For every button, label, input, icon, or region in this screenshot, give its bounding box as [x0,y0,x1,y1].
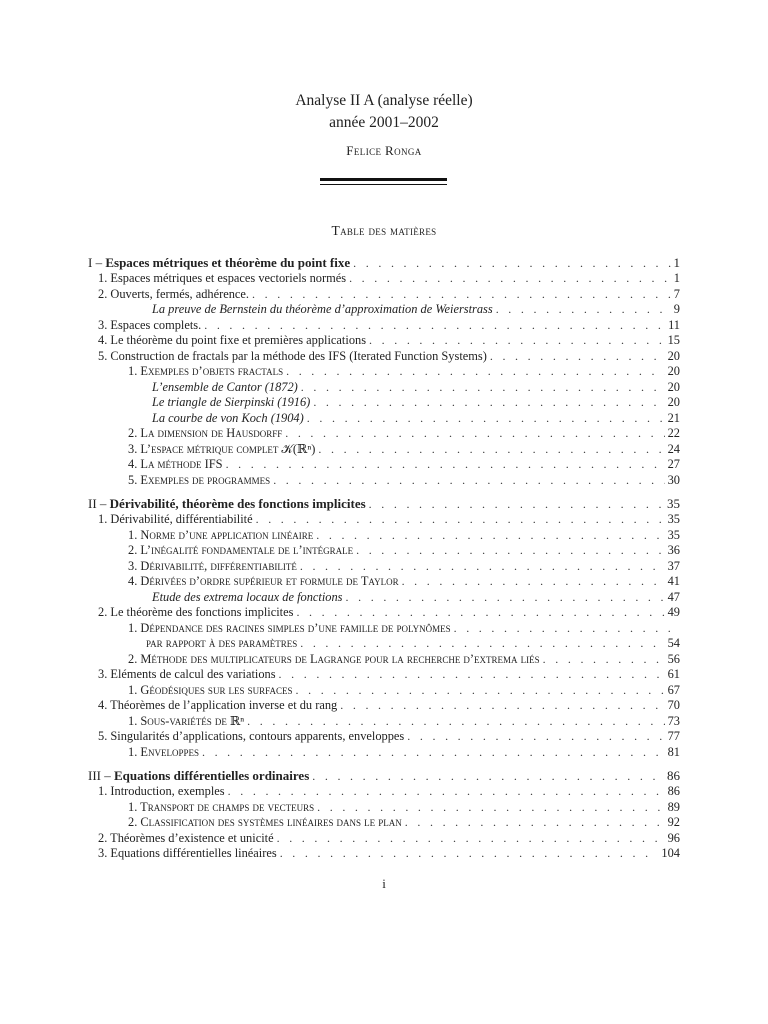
toc-page-number: 15 [667,333,680,347]
toc-leader-dots [490,349,665,365]
toc-page-number: 21 [667,410,680,425]
toc-entry[interactable] [88,364,680,380]
toc-entry[interactable] [88,380,680,396]
toc-page-number: 1 [673,255,680,270]
toc-entry-title: 5. Construction de fractals par la méthode des IFS (Iterated Function Systems) [98,348,487,363]
toc-entry-title: Le triangle de Sierpinski (1916) [152,395,311,409]
toc-leader-dots [247,714,664,730]
toc-entry-title: L’ensemble de Cantor (1872) [152,379,298,394]
toc-entry-title: 1. Introduction, exemples [98,784,225,798]
toc-leader-dots [296,605,664,621]
toc-entry[interactable] [88,590,680,606]
toc-entry[interactable] [88,395,680,411]
toc-entry-title: 1. Dérivabilité, différentiabilité [98,512,253,526]
toc-entry-title: 3. Dérivabilité, différentiabilité [128,558,297,573]
toc-entry[interactable] [88,512,680,528]
toc-entry[interactable] [88,698,680,714]
document-title: Analyse II A (analyse réelle) [295,92,473,109]
toc-page-number: 61 [667,667,680,681]
toc-entry-title: 2. Ouverts, fermés, adhérence. [98,286,250,301]
toc-page-number: 73 [667,713,680,728]
page-number: i [382,876,386,891]
toc-entry-title: 2. Le théorème des fonctions implicites [98,605,294,619]
toc-page-number: 20 [667,364,680,378]
toc-entry-title: 1. Exemples d’objets fractals [128,364,284,378]
toc-entry[interactable] [88,473,680,489]
toc-entry-title [88,768,309,784]
toc-leader-dots [286,364,665,380]
toc-entry-title: 1. Espaces métriques et espaces vectoriels normés [98,271,347,285]
toc-leader-dots [256,512,665,528]
toc-page-number: 86 [667,768,680,783]
title-rule-thin [320,184,447,185]
toc-page-number: 86 [667,784,680,798]
toc-page-number: 27 [667,457,680,471]
toc-entry-title: 1. Géodésiques sur les surfaces [128,682,293,697]
toc-page-number: 104 [661,846,680,860]
toc-part-entry[interactable] [88,768,680,784]
toc-leader-dots [356,543,665,559]
toc-page-number: 35 [667,512,680,526]
toc-entry-title: 1. Norme d’une application linéaire [128,527,314,542]
toc-page-number: 54 [667,636,680,650]
toc-leader-dots [296,683,665,699]
toc-page-number: 92 [667,815,680,829]
toc-entry[interactable] [88,784,680,800]
toc-page-number: 20 [667,379,680,394]
toc-entry[interactable] [88,800,680,816]
toc-part-entry[interactable] [88,496,680,512]
toc-entry[interactable] [88,543,680,559]
toc-leader-dots [340,698,664,714]
toc-part-entry[interactable] [88,255,680,271]
toc-page-number: 30 [667,472,680,487]
toc-part-title: Dérivabilité, théorème des fonctions implicites [109,496,366,511]
toc-leader-dots [318,442,664,458]
toc-entry[interactable] [88,271,680,287]
toc-leader-dots [202,745,665,761]
toc-leader-dots [349,271,671,287]
toc-entry-title: Etude des extrema locaux de fonctions [152,589,343,604]
toc-page-number: 36 [667,543,680,557]
toc-page-number: 56 [667,651,680,666]
toc-page-number: 35 [667,527,680,542]
toc-entry[interactable] [88,636,680,652]
toc-entry-title: 1. Transport de champs de vecteurs [128,799,315,814]
toc-entry[interactable] [88,683,680,699]
toc-entry[interactable] [88,574,680,590]
toc-entry-title: 2. L’inégalité fondamentale de l’intégrale [128,543,354,557]
toc-entry[interactable] [88,652,680,668]
toc-entry[interactable] [88,621,680,637]
toc-leader-dots [369,333,665,349]
toc-entry-title: La preuve de Bernstein du théorème d’approximation de Weierstrass [152,302,493,316]
toc-leader-dots [300,636,664,652]
toc-page-number: 20 [667,348,680,363]
toc-page-number: 47 [667,589,680,604]
toc-leader-dots [307,411,665,427]
toc-page-number: 11 [668,317,680,332]
toc-entry[interactable] [88,729,680,745]
toc-leader-dots [226,457,665,473]
toc-part-title: Equations différentielles ordinaires [114,768,310,783]
table-of-contents [88,255,680,862]
toc-entry[interactable] [88,426,680,442]
toc-leader-dots [300,559,665,575]
toc-entry[interactable] [88,745,680,761]
toc-page-number: 22 [667,426,680,440]
toc-leader-dots [285,426,664,442]
toc-entry[interactable] [88,846,680,862]
toc-entry[interactable] [88,559,680,575]
toc-entry-title: 3. Equations différentielles linéaires [98,846,277,860]
toc-entry-title: 2. Méthode des multiplicateurs de Lagrange pour la recherche d’extrema liés [128,651,540,666]
toc-entry-title: 2. Théorèmes d’existence et unicité [98,830,274,845]
toc-leader-dots [279,667,665,683]
toc-entry-title: 4. La méthode IFS [128,457,223,471]
toc-entry-title: La courbe de von Koch (1904) [152,410,304,425]
toc-entry[interactable] [88,442,680,458]
toc-heading: Table des matières [331,223,437,238]
toc-entry[interactable] [88,349,680,365]
toc-page-number: 7 [673,286,680,301]
toc-entry[interactable] [88,667,680,683]
toc-leader-dots [313,395,664,411]
toc-page-number: 37 [667,558,680,573]
toc-entry-title: 5. Singularités d’applications, contours apparents, enveloppes [98,729,405,743]
toc-leader-dots [543,652,665,668]
toc-page-number: 41 [667,574,680,588]
toc-leader-dots [228,784,665,800]
toc-leader-dots [402,574,665,590]
toc-entry-title: 3. Espaces complets. [98,317,202,332]
toc-leader-dots [312,768,664,784]
toc-entry[interactable] [88,831,680,847]
toc-leader-dots [369,496,664,512]
toc-entry-title [88,496,366,512]
toc-entry[interactable] [88,457,680,473]
toc-entry[interactable] [88,815,680,831]
author-name: Felice Ronga [346,143,422,158]
toc-entry-title: 3. Eléments de calcul des variations [98,667,276,681]
document-header [0,90,768,159]
toc-entry[interactable] [88,714,680,730]
toc-entry-title: 1. Sous-variétés de ℝⁿ [128,713,245,728]
toc-page-number: 77 [667,729,680,743]
toc-page-number: 67 [667,682,680,697]
toc-entry-title: 2. Classification des systèmes linéaires dans le plan [128,815,402,829]
toc-page-number: 96 [667,830,680,845]
toc-part-title: Espaces métriques et théorème du point fixe [105,255,351,270]
toc-entry[interactable] [88,302,680,318]
toc-page-number: 1 [673,271,680,285]
toc-leader-dots [277,831,665,847]
toc-page-number: 81 [667,744,680,759]
toc-leader-dots [496,302,671,318]
toc-entry[interactable] [88,287,680,303]
toc-entry[interactable] [88,528,680,544]
toc-page-number: 49 [667,605,680,619]
toc-entry-title: 4. Théorèmes de l’application inverse et du rang [98,698,338,712]
toc-leader-dots [280,846,659,862]
toc-part-number: I – [88,255,106,270]
toc-page-number: 89 [667,799,680,814]
toc-page-number: 9 [673,302,680,316]
toc-page-number: 20 [667,395,680,409]
toc-leader-dots [252,287,671,303]
toc-leader-dots [405,815,665,831]
toc-page-number: 70 [667,698,680,712]
toc-leader-dots [301,380,665,396]
toc-part-number: II – [88,496,110,511]
toc-entry-title: 1. Dépendance des racines simples d’une famille de polynômes [128,620,451,635]
toc-entry[interactable] [88,333,680,349]
toc-section-gap [88,760,680,768]
toc-leader-dots [407,729,664,745]
toc-entry-title: 4. Le théorème du point fixe et premières applications [98,333,367,347]
toc-leader-dots [346,590,665,606]
toc-leader-dots [317,800,664,816]
toc-entry[interactable] [88,411,680,427]
toc-page-number: 24 [667,441,680,456]
toc-entry-title [88,255,350,271]
toc-leader-dots [204,318,665,334]
toc-entry-title: par rapport à des paramètres [146,636,298,650]
toc-section-gap [88,488,680,496]
toc-entry[interactable] [88,318,680,334]
toc-entry[interactable] [88,605,680,621]
toc-entry-title: 3. L’espace métrique complet 𝒦(ℝⁿ) [128,441,316,456]
toc-leader-dots [316,528,664,544]
toc-entry-title: 5. Exemples de programmes [128,472,271,487]
toc-leader-dots [273,473,664,489]
toc-entry-title: 1. Enveloppes [128,744,199,759]
toc-part-number: III – [88,768,114,783]
toc-leader-dots [353,255,670,271]
toc-page-number: 35 [667,496,680,511]
academic-year: année 2001–2002 [329,114,439,131]
toc-leader-dots [454,621,677,637]
title-rule-thick [320,178,447,181]
toc-entry-title: 4. Dérivées d’ordre supérieur et formule de Taylor [128,574,399,588]
toc-entry-title: 2. La dimension de Hausdorff [128,426,283,440]
